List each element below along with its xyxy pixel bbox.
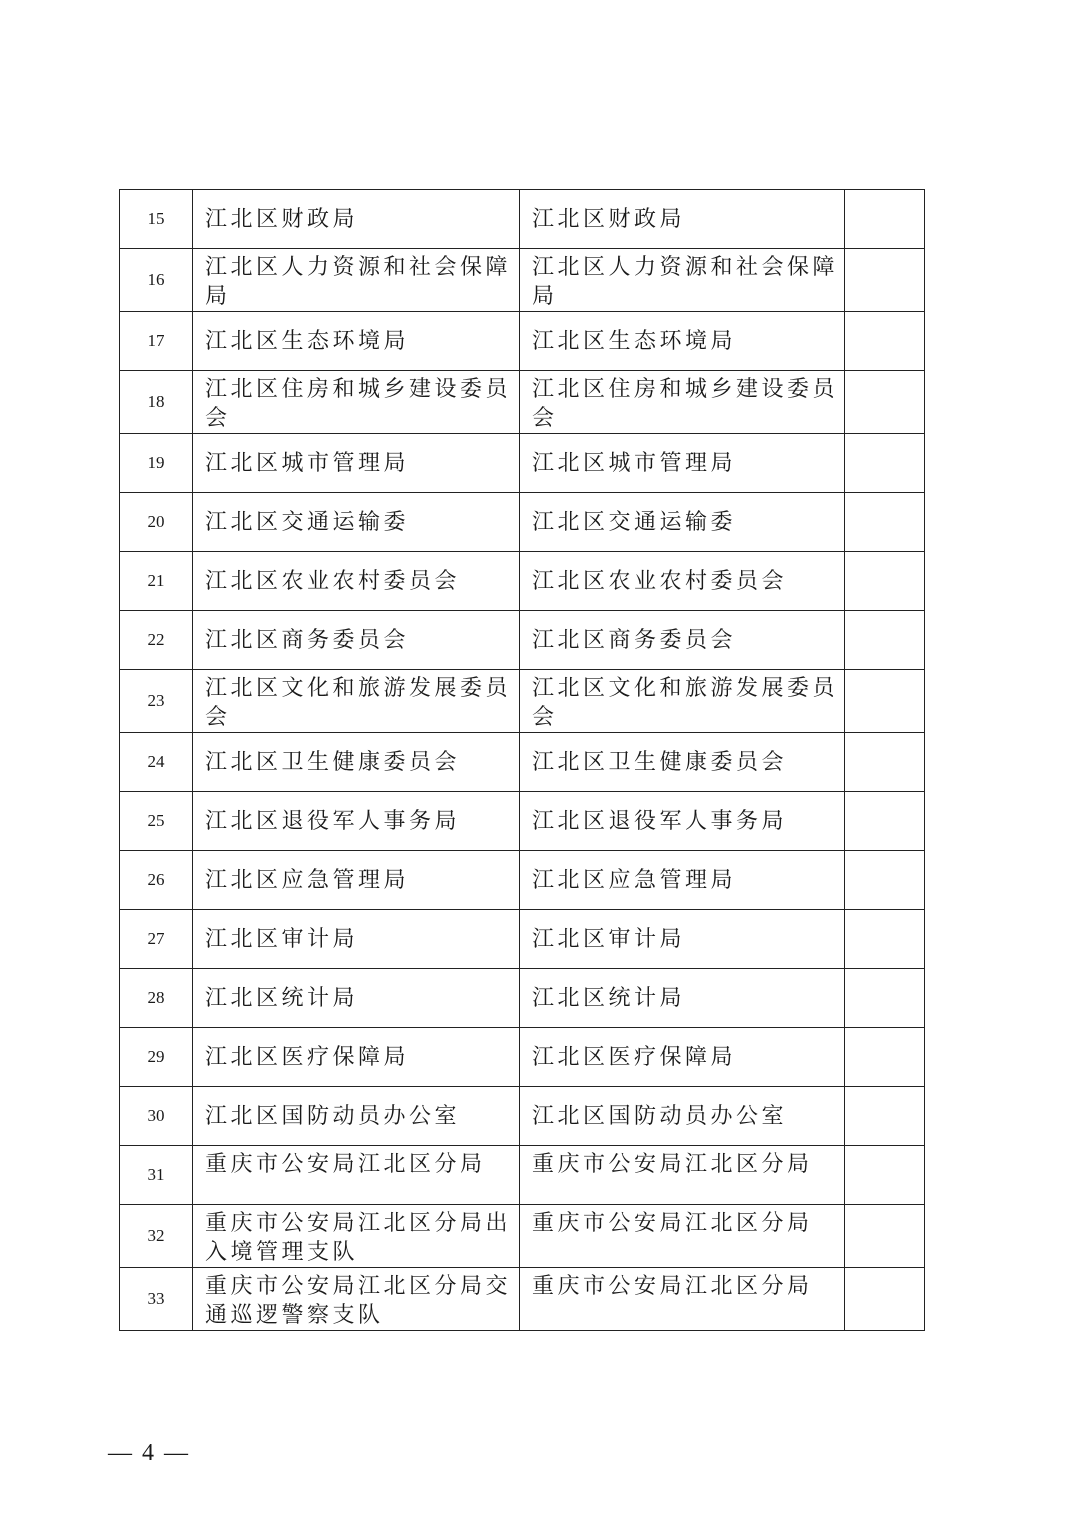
responsible-unit: 重庆市公安局江北区分局 — [520, 1146, 845, 1205]
responsible-unit: 江北区文化和旅游发展委员会 — [520, 670, 845, 733]
responsible-unit: 江北区统计局 — [520, 969, 845, 1028]
table-row — [120, 312, 925, 371]
department-name: 江北区农业农村委员会 — [193, 552, 520, 611]
row-number: 20 — [120, 493, 193, 552]
department-name: 江北区医疗保障局 — [193, 1028, 520, 1087]
table-row — [120, 733, 925, 792]
department-name: 重庆市公安局江北区分局交通巡逻警察支队 — [193, 1268, 520, 1331]
department-name: 江北区财政局 — [193, 190, 520, 249]
row-number: 23 — [120, 670, 193, 733]
table-row — [120, 190, 925, 249]
department-name: 江北区城市管理局 — [193, 434, 520, 493]
responsible-unit: 江北区医疗保障局 — [520, 1028, 845, 1087]
table-body — [120, 190, 925, 1331]
table-row — [120, 1146, 925, 1205]
table-row — [120, 851, 925, 910]
department-name: 江北区国防动员办公室 — [193, 1087, 520, 1146]
row-number: 24 — [120, 733, 193, 792]
department-name: 重庆市公安局江北区分局 — [193, 1146, 520, 1205]
page-number: — 4 — — [108, 1440, 190, 1466]
row-number: 16 — [120, 249, 193, 312]
row-number: 32 — [120, 1205, 193, 1268]
remarks-cell — [845, 733, 925, 792]
department-name: 江北区应急管理局 — [193, 851, 520, 910]
table-row — [120, 792, 925, 851]
department-table — [119, 189, 925, 1331]
responsible-unit: 江北区审计局 — [520, 910, 845, 969]
remarks-cell — [845, 910, 925, 969]
row-number: 28 — [120, 969, 193, 1028]
row-number: 31 — [120, 1146, 193, 1205]
remarks-cell — [845, 670, 925, 733]
responsible-unit: 江北区交通运输委 — [520, 493, 845, 552]
department-name: 江北区住房和城乡建设委员会 — [193, 371, 520, 434]
remarks-cell — [845, 249, 925, 312]
responsible-unit: 江北区退役军人事务局 — [520, 792, 845, 851]
responsible-unit: 江北区农业农村委员会 — [520, 552, 845, 611]
department-name: 江北区生态环境局 — [193, 312, 520, 371]
row-number: 30 — [120, 1087, 193, 1146]
remarks-cell — [845, 552, 925, 611]
remarks-cell — [845, 434, 925, 493]
department-name: 重庆市公安局江北区分局出入境管理支队 — [193, 1205, 520, 1268]
department-name: 江北区人力资源和社会保障局 — [193, 249, 520, 312]
remarks-cell — [845, 1028, 925, 1087]
responsible-unit: 江北区国防动员办公室 — [520, 1087, 845, 1146]
remarks-cell — [845, 851, 925, 910]
responsible-unit: 江北区住房和城乡建设委员会 — [520, 371, 845, 434]
table-row — [120, 969, 925, 1028]
row-number: 18 — [120, 371, 193, 434]
responsible-unit: 江北区应急管理局 — [520, 851, 845, 910]
row-number: 33 — [120, 1268, 193, 1331]
department-name: 江北区卫生健康委员会 — [193, 733, 520, 792]
table-row — [120, 1028, 925, 1087]
row-number: 26 — [120, 851, 193, 910]
remarks-cell — [845, 371, 925, 434]
table-row — [120, 1268, 925, 1331]
responsible-unit: 江北区卫生健康委员会 — [520, 733, 845, 792]
department-name: 江北区商务委员会 — [193, 611, 520, 670]
row-number: 25 — [120, 792, 193, 851]
department-name: 江北区统计局 — [193, 969, 520, 1028]
row-number: 22 — [120, 611, 193, 670]
table-row — [120, 1205, 925, 1268]
table-row — [120, 493, 925, 552]
remarks-cell — [845, 1268, 925, 1331]
row-number: 15 — [120, 190, 193, 249]
table-row — [120, 670, 925, 733]
responsible-unit: 江北区商务委员会 — [520, 611, 845, 670]
responsible-unit: 江北区人力资源和社会保障局 — [520, 249, 845, 312]
department-name: 江北区交通运输委 — [193, 493, 520, 552]
row-number: 27 — [120, 910, 193, 969]
remarks-cell — [845, 1087, 925, 1146]
responsible-unit: 重庆市公安局江北区分局 — [520, 1205, 845, 1268]
table-row — [120, 1087, 925, 1146]
remarks-cell — [845, 969, 925, 1028]
department-name: 江北区文化和旅游发展委员会 — [193, 670, 520, 733]
remarks-cell — [845, 611, 925, 670]
responsible-unit: 江北区城市管理局 — [520, 434, 845, 493]
row-number: 21 — [120, 552, 193, 611]
remarks-cell — [845, 792, 925, 851]
responsible-unit: 江北区生态环境局 — [520, 312, 845, 371]
department-name: 江北区审计局 — [193, 910, 520, 969]
table-row — [120, 434, 925, 493]
remarks-cell — [845, 312, 925, 371]
row-number: 17 — [120, 312, 193, 371]
remarks-cell — [845, 493, 925, 552]
table-row — [120, 611, 925, 670]
row-number: 19 — [120, 434, 193, 493]
department-name: 江北区退役军人事务局 — [193, 792, 520, 851]
remarks-cell — [845, 190, 925, 249]
responsible-unit: 重庆市公安局江北区分局 — [520, 1268, 845, 1331]
table-row — [120, 249, 925, 312]
table-row — [120, 552, 925, 611]
responsible-unit: 江北区财政局 — [520, 190, 845, 249]
remarks-cell — [845, 1205, 925, 1268]
table-row — [120, 371, 925, 434]
row-number: 29 — [120, 1028, 193, 1087]
table-row — [120, 910, 925, 969]
remarks-cell — [845, 1146, 925, 1205]
